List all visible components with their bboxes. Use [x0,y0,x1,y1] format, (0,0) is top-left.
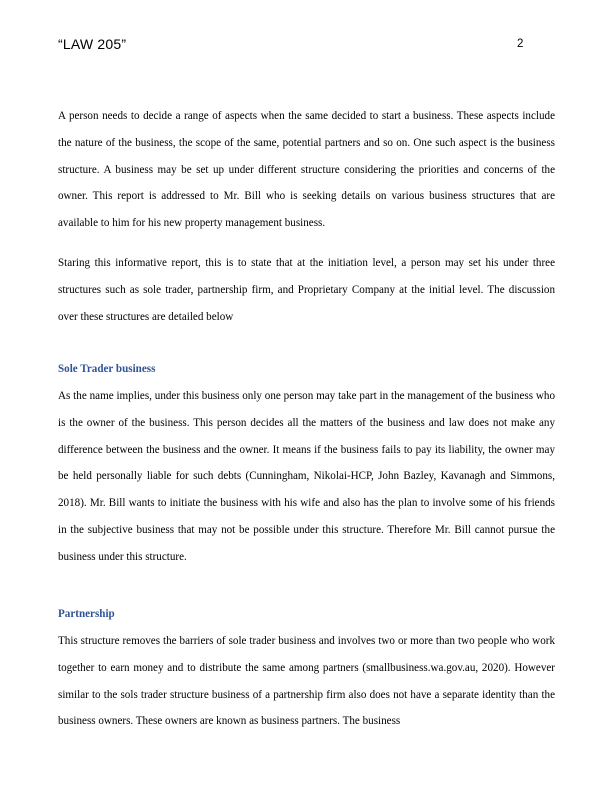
partnership-heading: Partnership [58,608,115,620]
intro-paragraph-2: Staring this informative report, this is to state that at the initiation level, a person may set his under three structures such as sole trader, partnership firm, and Proprietary Company at the initial level. The discussion over these structures are detailed below [58,257,555,323]
sole-trader-paragraph: As the name implies, under this business only one person may take part in the management of the business who is the owner of the business. This person decides all the matters of the business and law does not make any difference between the business and the owner. It means if the business fails to pay its liability, the owner may be held personally liable for such debts (Cunningham, Nikolai-HCP, John Bazley, Kavanagh and Simmons, 2018). Mr. Bill wants to initiate the business with his wife and also has the plan to involve some of his friends in the subjective business that may not be possible under this structure. Therefore Mr. Bill cannot pursue the business under this structure. [58,390,555,563]
page-number: 2 [517,38,524,50]
intro-paragraph-1: A person needs to decide a range of aspects when the same decided to start a business. These aspects include the nature of the business, the scope of the same, potential partners and so on. One such aspect is the business structure. A business may be set up under different structure considering the priorities and concerns of the owner. This report is addressed to Mr. Bill who is seeking details on various business structures that are available to him for his new property management business. [58,110,555,230]
partnership-paragraph: This structure removes the barriers of sole trader business and involves two or more than two people who work together to earn money and to distribute the same among partners (smallbusiness.wa.gov.au, 2020). However similar to the sols trader structure business of a partnership firm also does not have a separate identity than the business owners. These owners are known as business partners. The business [58,635,555,728]
header-title: “LAW 205” [58,36,127,52]
sole-trader-heading: Sole Trader business [58,363,156,375]
